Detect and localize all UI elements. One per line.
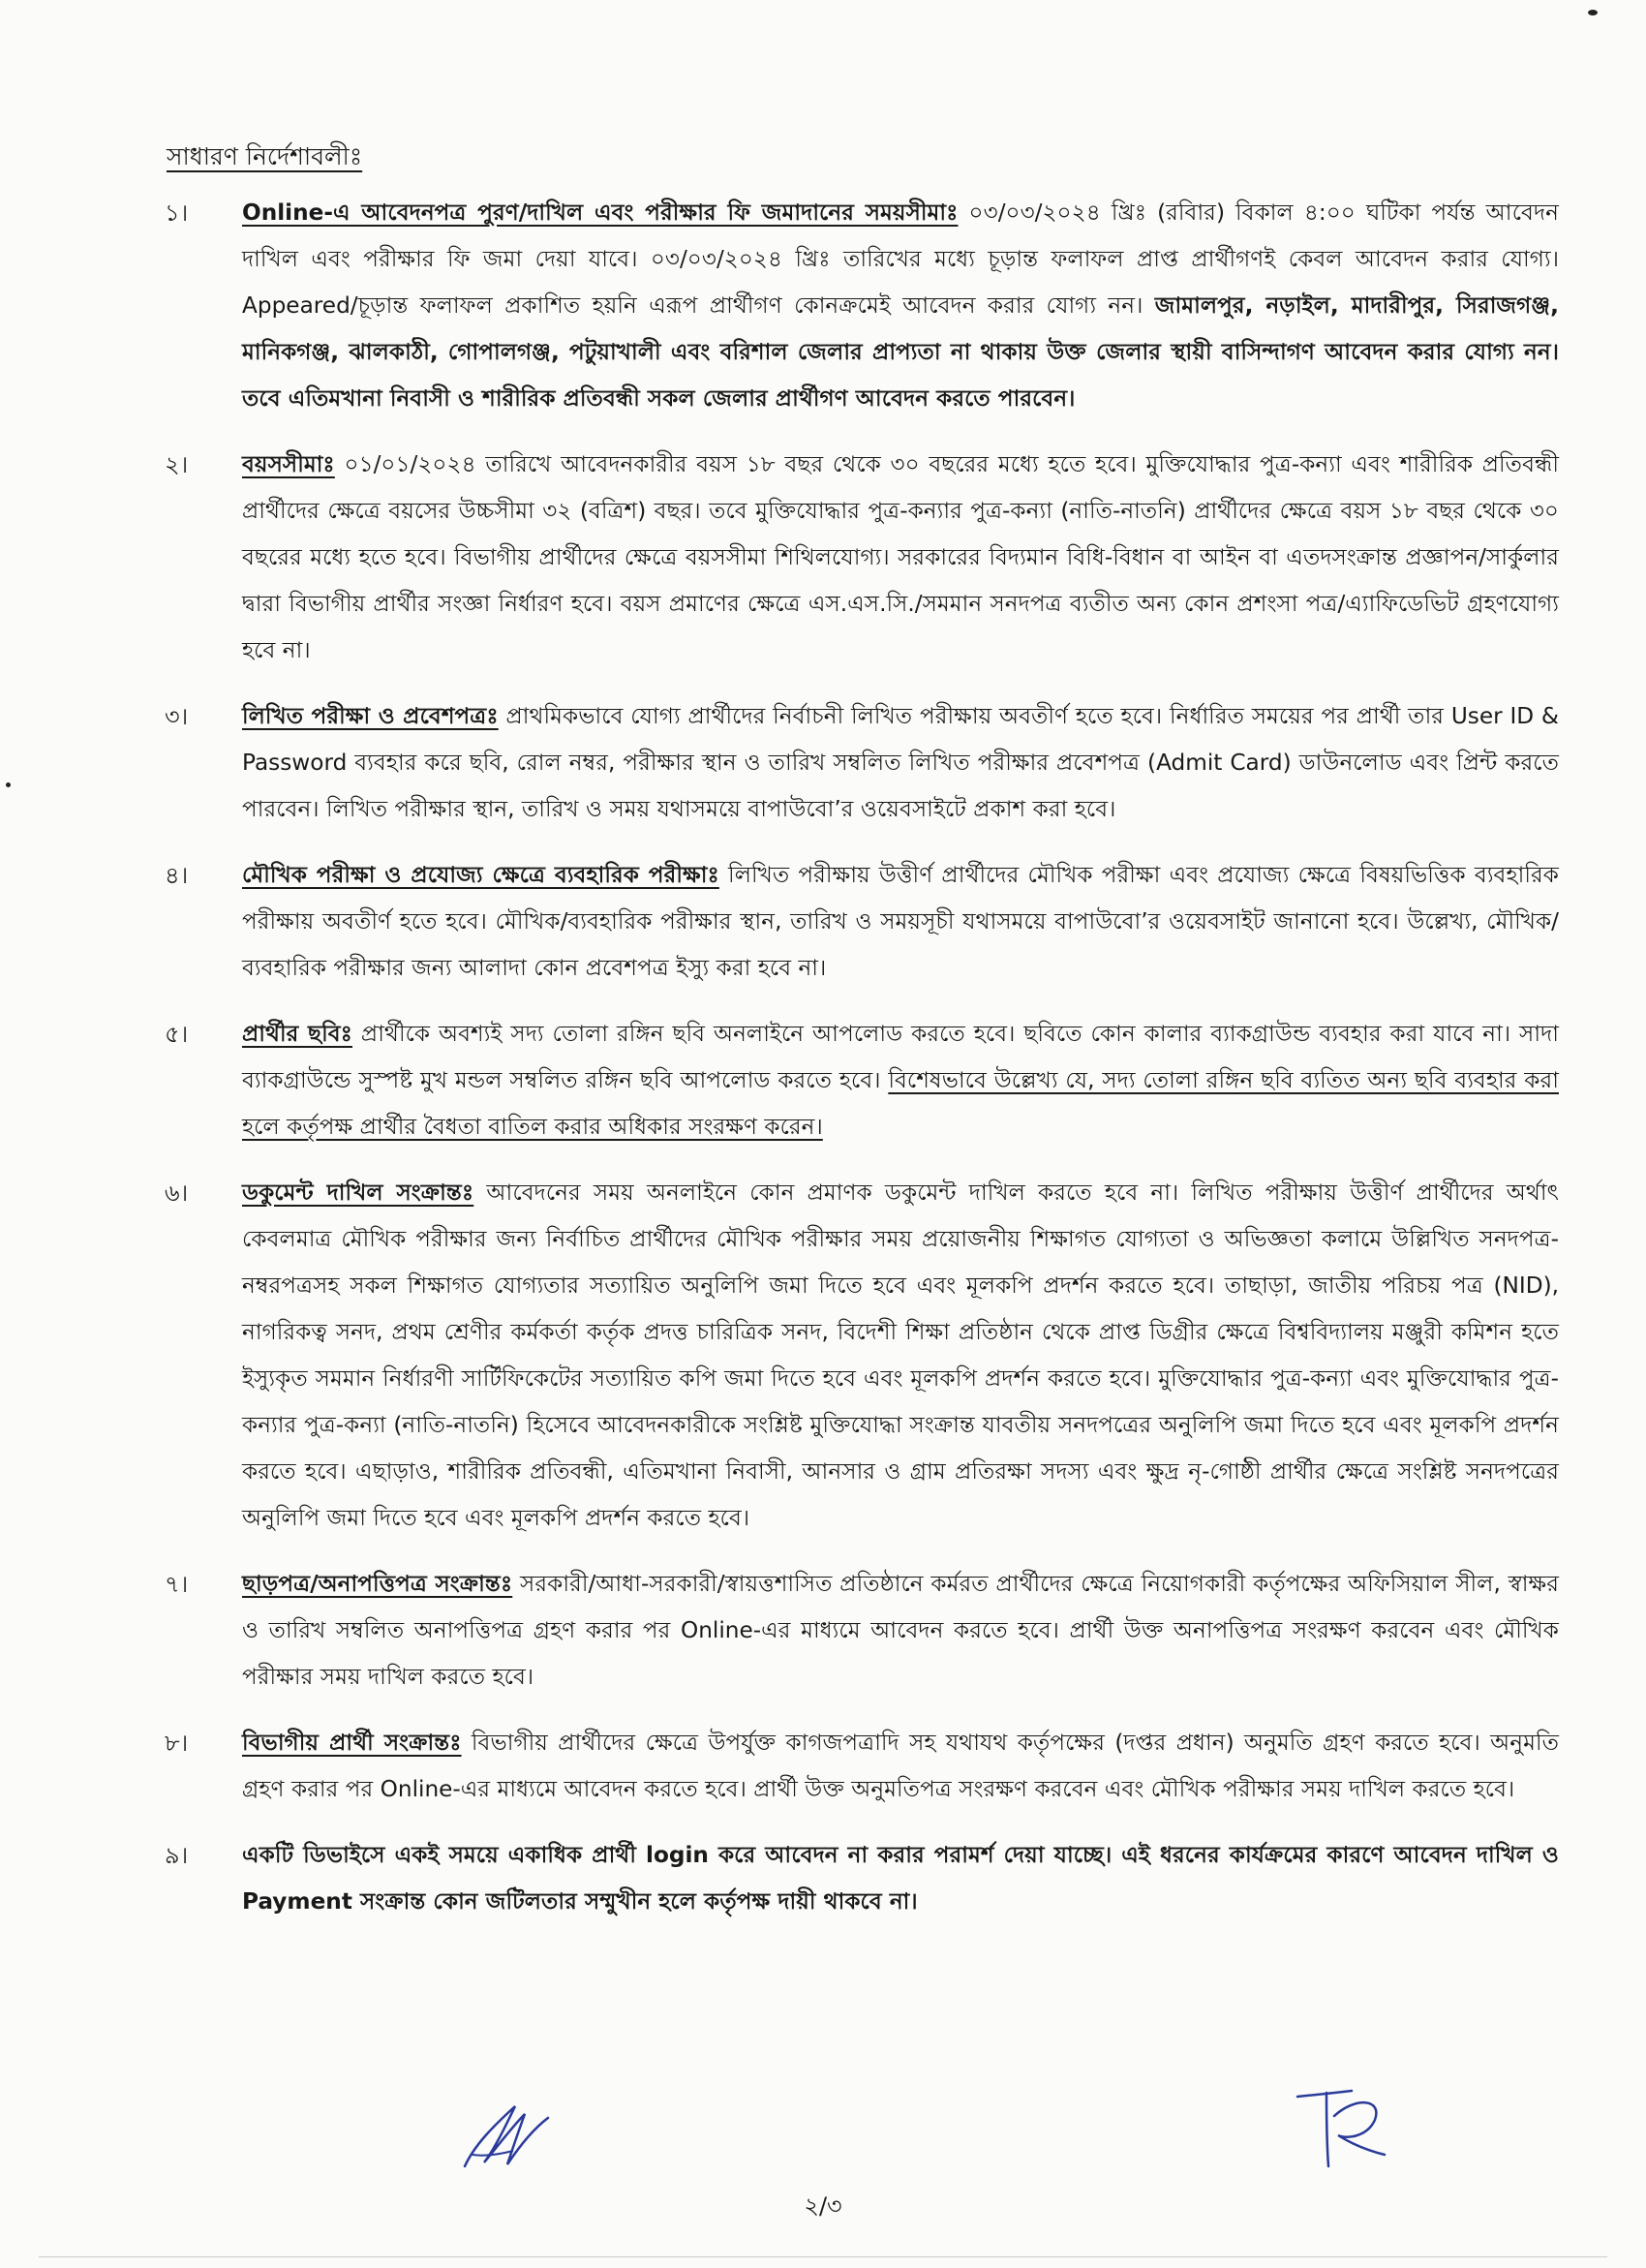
item-text bbox=[242, 693, 1559, 833]
item-label: Online-এ আবেদনপত্র পুরণ/দাখিল এবং পরীক্ষার ফি জমাদানের সময়সীমাঃ bbox=[242, 199, 959, 226]
scan-edge bbox=[39, 2256, 1607, 2257]
item-number: ৪। bbox=[165, 862, 189, 889]
item-text bbox=[242, 1832, 1559, 1925]
instruction-item bbox=[165, 693, 1559, 833]
item-text-segment: প্রাথমিকভাবে যোগ্য প্রার্থীদের নির্বাচনী লিখিত পরীক্ষায় অবতীর্ণ হতে হবে। নির্ধারিত সময়ের পর প্রার্থী তার User ID & Password ব্যবহার করে ছবি, রোল নম্বর, পরীক্ষার স্থান ও তারিখ সম্বলিত লিখিত পরীক্ষার প্রবেশপত্র (Admit Card) ডাউনলোড এবং প্রিন্ট করতে পারবেন। লিখিত পরীক্ষার স্থান, তারিখ ও সময় যথাসময়ে বাপাউবো’র ওয়েবসাইটে প্রকাশ করা হবে। bbox=[242, 703, 1559, 822]
item-label: ডকুমেন্ট দাখিল সংক্রান্তঃ bbox=[242, 1180, 474, 1206]
item-number: ১। bbox=[165, 199, 189, 227]
item-text bbox=[242, 852, 1559, 992]
item-number: ৬। bbox=[165, 1180, 189, 1207]
instruction-item bbox=[165, 1720, 1559, 1813]
item-text-segment: সরকারী/আধা-সরকারী/স্বায়ত্তশাসিত প্রতিষ্ঠানে কর্মরত প্রার্থীদের ক্ষেত্রে নিয়োগকারী কর্তৃপক্ষের অফিসিয়াল সীল, স্বাক্ষর ও তারিখ সম্বলিত অনাপত্তিপত্র গ্রহণ করার পর Online-এর মাধ্যমে আবেদন করতে হবে। প্রার্থী উক্ত অনাপত্তিপত্র সংরক্ষণ করবেন এবং মৌখিক পরীক্ষার সময় দাখিল করতে হবে। bbox=[242, 1571, 1560, 1690]
instruction-item bbox=[165, 1832, 1559, 1925]
instruction-item bbox=[165, 1011, 1559, 1150]
instruction-item bbox=[165, 1170, 1559, 1542]
scan-mark bbox=[6, 782, 11, 787]
item-number: ৫। bbox=[165, 1021, 189, 1048]
signature-right-icon bbox=[1288, 2077, 1394, 2174]
item-label: ছাড়পত্র/অনাপত্তিপত্র সংক্রান্তঃ bbox=[242, 1571, 513, 1597]
item-number: ৩। bbox=[165, 703, 189, 730]
item-text-segment: জামালপুর, নড়াইল, মাদারীপুর, সিরাজগঞ্জ, মানিকগঞ্জ, ঝালকাঠী, গোপালগঞ্জ, পটুয়াখালী এবং বরিশাল জেলার প্রাপ্যতা না থাকায় উক্ত জেলার স্থায়ী বাসিন্দাগণ আবেদন করার যোগ্য নন। তবে এতিমখানা নিবাসী ও শারীরিক প্রতিবন্ধী সকল জেলার প্রার্থীগণ আবেদন করতে পারবেন। bbox=[242, 292, 1559, 412]
item-text bbox=[242, 442, 1559, 674]
item-number: ৮। bbox=[165, 1730, 189, 1757]
item-label: মৌখিক পরীক্ষা ও প্রযোজ্য ক্ষেত্রে ব্যবহারিক পরীক্ষাঃ bbox=[242, 862, 719, 888]
item-text-segment: একটি ডিভাইসে একই সময়ে একাধিক প্রার্থী login করে আবেদন না করার পরামর্শ দেয়া যাচ্ছে। এই ধরনের কার্যক্রমের কারণে আবেদন দাখিল ও Payment সংক্রান্ত কোন জটিলতার সম্মুখীন হলে কর্তৃপক্ষ দায়ী থাকবে না। bbox=[242, 1842, 1559, 1915]
item-text bbox=[242, 1561, 1559, 1701]
item-text-segment: প্রার্থীকে অবশ্যই সদ্য তোলা রঙ্গিন ছবি অনলাইনে আপলোড করতে হবে। ছবিতে কোন কালার ব্যাকগ্রাউন্ড ব্যবহার করা যাবে না। সাদা ব্যাকগ্রাউন্ডে সুস্পষ্ট মুখ মন্ডল সম্বলিত রঙ্গিন ছবি আপলোড করতে হবে। bbox=[242, 1021, 1559, 1093]
item-text-segment: লিখিত পরীক্ষায় উত্তীর্ণ প্রার্থীদের মৌখিক পরীক্ষা এবং প্রযোজ্য ক্ষেত্রে বিষয়ভিত্তিক ব্যবহারিক পরীক্ষায় অবতীর্ণ হতে হবে। মৌখিক/ব্যবহারিক পরীক্ষার স্থান, তারিখ ও সময়সূচী যথাসময়ে বাপাউবো’র ওয়েবসাইট জানানো হবে। উল্লেখ্য, মৌখিক/ব্যবহারিক পরীক্ষার জন্য আলাদা কোন প্রবেশপত্র ইস্যু করা হবে না। bbox=[242, 862, 1559, 981]
item-number: ৭। bbox=[165, 1571, 189, 1598]
scan-mark bbox=[1588, 10, 1598, 15]
item-label: লিখিত পরীক্ষা ও প্রবেশপত্রঃ bbox=[242, 703, 499, 729]
page-number: ২/৩ bbox=[804, 2192, 842, 2220]
item-text-segment: বিশেষভাবে উল্লেখ্য যে, সদ্য তোলা রঙ্গিন ছবি ব্যতিত অন্য ছবি ব্যবহার করা হলে কর্তৃপক্ষ প্রার্থীর বৈধতা বাতিল করার অধিকার সংরক্ষণ করেন। bbox=[242, 1067, 1559, 1140]
instruction-item bbox=[165, 190, 1559, 422]
item-text-segment: ০১/০১/২০২৪ তারিখে আবেদনকারীর বয়স ১৮ বছর থেকে ৩০ বছরের মধ্যে হতে হবে। মুক্তিযোদ্ধার পুত্র-কন্যা এবং শারীরিক প্রতিবন্ধী প্রার্থীদের ক্ষেত্রে বয়সের উচ্চসীমা ৩২ (বত্রিশ) বছর। তবে মুক্তিযোদ্ধার পুত্র-কন্যার পুত্র-কন্যা (নাতি-নাতনি) প্রার্থীদের ক্ষেত্রে বয়স ১৮ বছর থেকে ৩০ বছরের মধ্যে হতে হবে। বিভাগীয় প্রার্থীদের ক্ষেত্রে বয়সসীমা শিথিলযোগ্য। সরকারের বিদ্যমান বিধি-বিধান বা আইন বা এতদসংক্রান্ত প্রজ্ঞাপন/সার্কুলার দ্বারা বিভাগীয় প্রার্থীর সংজ্ঞা নির্ধারণ হবে। বয়স প্রমাণের ক্ষেত্রে এস.এস.সি./সমমান সনদপত্র ব্যতীত অন্য কোন প্রশংসা পত্র/এ্যাফিডেভিট গ্রহণযোগ্য হবে না। bbox=[242, 451, 1559, 663]
item-text bbox=[242, 1011, 1559, 1150]
instruction-list bbox=[165, 190, 1559, 1945]
instruction-item bbox=[165, 1561, 1559, 1701]
item-number: ২। bbox=[165, 451, 189, 478]
item-text-segment: আবেদনের সময় অনলাইনে কোন প্রমাণক ডকুমেন্ট দাখিল করতে হবে না। লিখিত পরীক্ষায় উত্তীর্ণ প্রার্থীদের অর্থাৎ কেবলমাত্র মৌখিক পরীক্ষার জন্য নির্বাচিত প্রার্থীদের মৌখিক পরীক্ষার সময় প্রয়োজনীয় শিক্ষাগত যোগ্যতা ও অভিজ্ঞতা কলামে উল্লিখিত সনদপত্র-নম্বরপত্রসহ সকল শিক্ষাগত যোগ্যতার সত্যায়িত অনুলিপি জমা দিতে হবে এবং মূলকপি প্রদর্শন করতে হবে। তাছাড়া, জাতীয় পরিচয় পত্র (NID), নাগরিকত্ব সনদ, প্রথম শ্রেণীর কর্মকর্তা কর্তৃক প্রদত্ত চারিত্রিক সনদ, বিদেশী শিক্ষা প্রতিষ্ঠান থেকে প্রাপ্ত ডিগ্রীর ক্ষেত্রে বিশ্ববিদ্যালয় মঞ্জুরী কমিশন হতে ইস্যুকৃত সমমান নির্ধারণী সার্টিফিকেটের সত্যায়িত কপি জমা দিতে হবে এবং মূলকপি প্রদর্শন করতে হবে। মুক্তিযোদ্ধার পুত্র-কন্যা এবং মুক্তিযোদ্ধার পুত্র-কন্যার পুত্র-কন্যা (নাতি-নাতনি) হিসেবে আবেদনকারীকে সংশ্লিষ্ট মুক্তিযোদ্ধা সংক্রান্ত যাবতীয় সনদপত্রের অনুলিপি জমা দিতে হবে এবং মূলকপি প্রদর্শন করতে হবে। এছাড়াও, শারীরিক প্রতিবন্ধী, এতিমখানা নিবাসী, আনসার ও গ্রাম প্রতিরক্ষা সদস্য এবং ক্ষুদ্র নৃ-গোষ্ঠী প্রার্থীর ক্ষেত্রে সংশ্লিষ্ট সনদপত্রের অনুলিপি জমা দিতে হবে এবং মূলকপি প্রদর্শন করতে হবে। bbox=[242, 1180, 1559, 1531]
instruction-item bbox=[165, 852, 1559, 992]
signature-left-icon bbox=[455, 2097, 562, 2174]
item-label: বিভাগীয় প্রার্থী সংক্রান্তঃ bbox=[242, 1730, 462, 1756]
instruction-item bbox=[165, 442, 1559, 674]
item-text-segment: ০৩/০৩/২০২৪ খ্রিঃ (রবিার) বিকাল ৪:০০ ঘটিকা পর্যন্ত আবেদন দাখিল এবং পরীক্ষার ফি জমা দেয়া যাবে। ০৩/০৩/২০২৪ খ্রিঃ তারিখের মধ্যে চূড়ান্ত ফলাফল প্রাপ্ত প্রার্থীগণই কেবল আবেদন করার যোগ্য। Appeared/চূড়ান্ত ফলাফল প্রকাশিত হয়নি এরূপ প্রার্থীগণ কোনক্রমেই আবেদন করার যোগ্য নন। bbox=[242, 199, 1559, 319]
section-heading: সাধারণ নির্দেশাবলীঃ bbox=[167, 142, 363, 170]
item-text bbox=[242, 1720, 1559, 1813]
item-label: বয়সসীমাঃ bbox=[242, 451, 335, 477]
item-number: ৯। bbox=[165, 1842, 189, 1869]
item-text bbox=[242, 1170, 1559, 1542]
item-text-segment: বিভাগীয় প্রার্থীদের ক্ষেত্রে উপর্যুক্ত কাগজপত্রাদি সহ যথাযথ কর্তৃপক্ষের (দপ্তর প্রধান) অনুমতি গ্রহণ করতে হবে। অনুমতি গ্রহণ করার পর Online-এর মাধ্যমে আবেদন করতে হবে। প্রার্থী উক্ত অনুমতিপত্র সংরক্ষণ করবেন এবং মৌখিক পরীক্ষার সময় দাখিল করতে হবে। bbox=[242, 1730, 1559, 1802]
item-text bbox=[242, 190, 1559, 422]
item-label: প্রার্থীর ছবিঃ bbox=[242, 1021, 352, 1047]
